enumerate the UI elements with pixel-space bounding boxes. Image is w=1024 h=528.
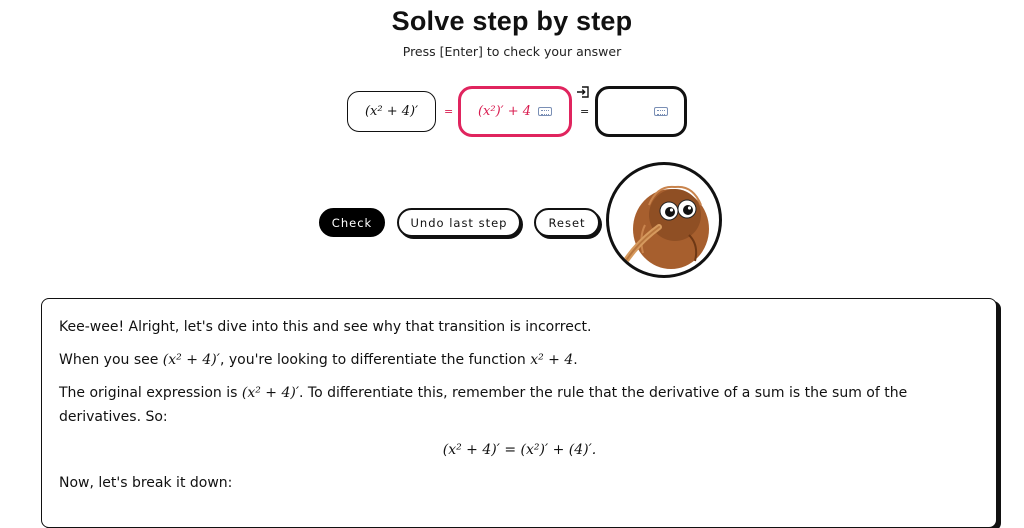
check-button[interactable]: Check [319, 208, 385, 237]
text-segment: . To differentiate this, remember the rule that the derivative of a sum is the sum of the derivatives. So: [59, 385, 908, 425]
explanation-paragraph: Kee-wee! Alright, let's dive into this and see why that transition is incorrect. [59, 319, 592, 335]
explanation-panel [41, 298, 997, 528]
inline-math: (x² + 4)′ [162, 352, 220, 368]
inline-math: (x² + 4)′ [241, 385, 300, 401]
text-segment: , you're looking to differentiate the function [219, 352, 531, 368]
text-segment: When you see [59, 352, 163, 368]
answer-value: (x²)′ + 4 [477, 104, 532, 119]
undo-last-step-button[interactable]: Undo last step [397, 208, 521, 237]
inline-math: x² + 4 [530, 352, 574, 368]
equals-sign-2: = [580, 105, 590, 118]
expression-box[interactable] [347, 91, 436, 132]
expression-value: (x² + 4)′ [364, 104, 419, 119]
explanation-paragraph [59, 348, 980, 372]
enter-icon[interactable] [576, 86, 590, 98]
text-segment: The original expression is [59, 385, 242, 401]
explanation-paragraph: Now, let's break it down: [59, 475, 233, 491]
kiwi-illustration [609, 165, 719, 275]
next-step-input[interactable] [595, 86, 687, 137]
kiwi-bird-avatar [606, 162, 722, 278]
reset-button[interactable]: Reset [534, 208, 600, 237]
text-segment: . [573, 352, 578, 368]
answer-input[interactable] [458, 86, 572, 137]
page-subtitle: Press [Enter] to check your answer [402, 44, 622, 59]
keyboard-icon[interactable] [654, 107, 668, 116]
keyboard-icon[interactable] [538, 107, 552, 116]
display-equation: (x² + 4)′ = (x²)′ + (4)′. [442, 442, 597, 458]
page-title: Solve step by step [391, 6, 633, 36]
equals-sign: = [444, 105, 454, 118]
explanation-paragraph [59, 381, 980, 429]
